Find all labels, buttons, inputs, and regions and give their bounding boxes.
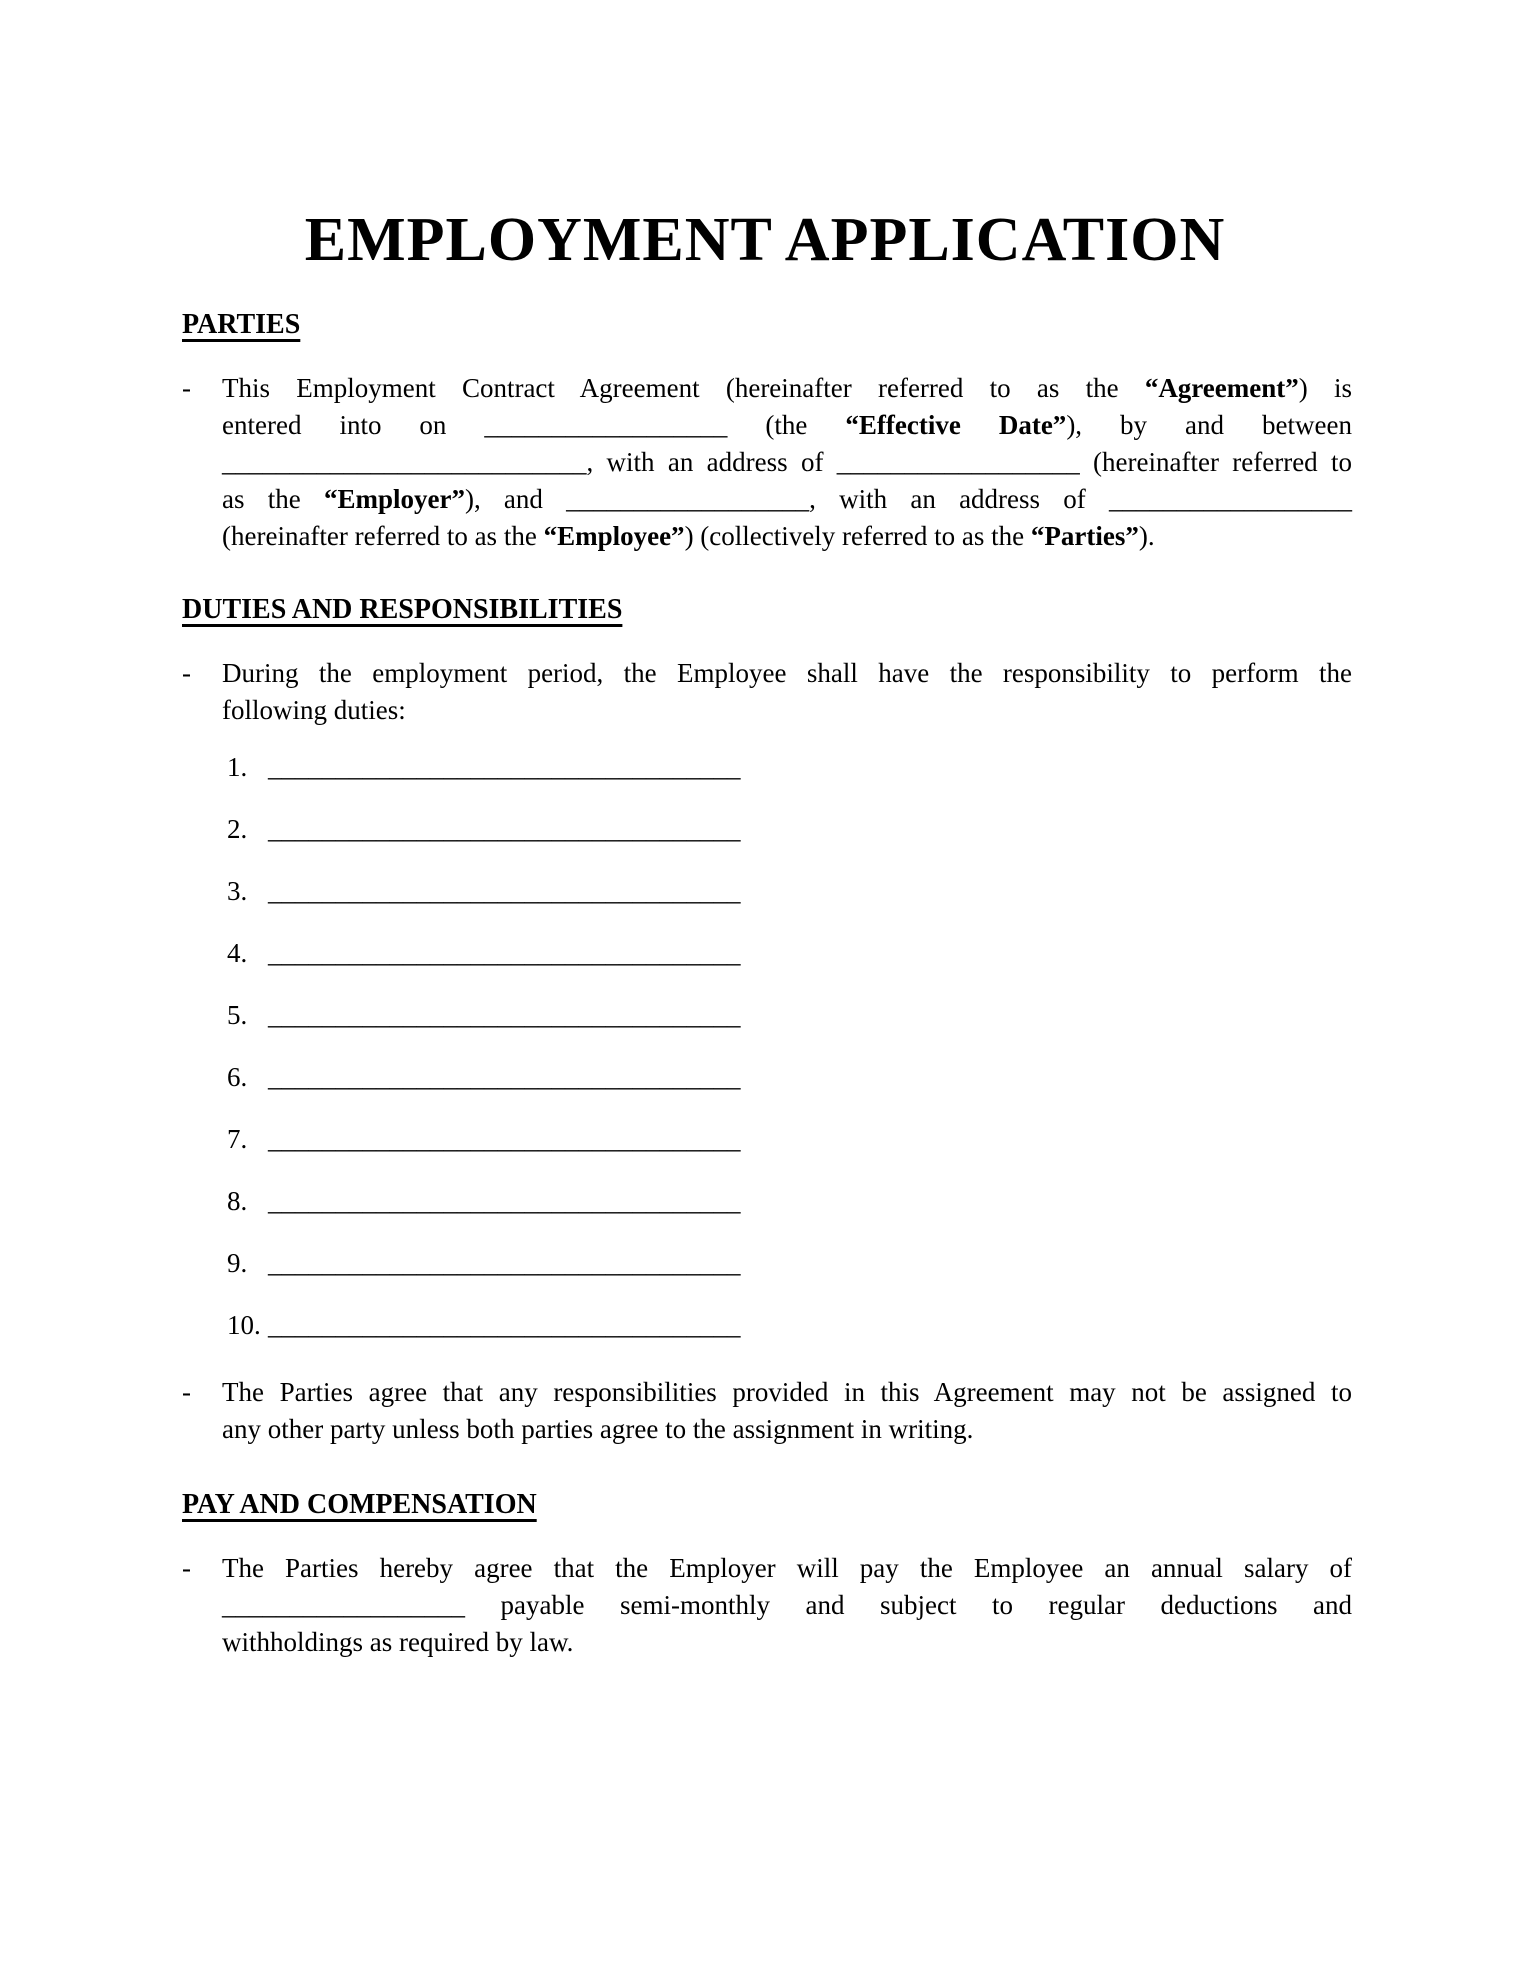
bullet-paragraph bbox=[182, 1374, 1352, 1448]
bullet-paragraph bbox=[182, 370, 1352, 555]
fill-in-blank: ___________________________________ bbox=[268, 1000, 741, 1030]
text-segment: The Parties hereby agree that the Employer will pay the Employee an annual salary of bbox=[222, 1553, 1352, 1583]
paragraph-line bbox=[222, 370, 1352, 407]
paragraph-line bbox=[222, 444, 1352, 481]
text-segment: entered into on __________________ (the bbox=[222, 410, 846, 440]
text-segment: ), by and between bbox=[1066, 410, 1352, 440]
numbered-blank-item bbox=[227, 1059, 1352, 1096]
paragraph-line bbox=[222, 1550, 1352, 1587]
fill-in-blank: ___________________________________ bbox=[268, 814, 741, 844]
text-segment: ), and __________________, with an address of __________________ bbox=[464, 484, 1352, 514]
numbered-blank-item bbox=[227, 749, 1352, 786]
numbered-blank-item bbox=[227, 997, 1352, 1034]
defined-term: “Employee” bbox=[543, 521, 685, 551]
section-heading: DUTIES AND RESPONSIBILITIES bbox=[182, 594, 623, 625]
numbered-blank-item bbox=[227, 935, 1352, 972]
fill-in-blank: ___________________________________ bbox=[268, 1186, 741, 1216]
paragraph-line bbox=[222, 481, 1352, 518]
item-number: 3. bbox=[227, 876, 248, 906]
document-title: EMPLOYMENT APPLICATION bbox=[304, 206, 1226, 274]
text-segment: (hereinafter referred to as the bbox=[222, 521, 544, 551]
paragraph-lines bbox=[222, 1550, 1352, 1661]
bullet-dash: - bbox=[182, 373, 191, 403]
text-segment: ) (collectively referred to as the bbox=[684, 521, 1031, 551]
numbered-blank-item bbox=[227, 1245, 1352, 1282]
section-heading: PAY AND COMPENSATION bbox=[182, 1489, 537, 1520]
item-number: 4. bbox=[227, 938, 248, 968]
document-body bbox=[182, 308, 1352, 1661]
bullet-paragraph bbox=[182, 655, 1352, 729]
numbered-blank-item bbox=[227, 1307, 1352, 1344]
defined-term: “Employer” bbox=[323, 484, 465, 514]
fill-in-blank: ___________________________________ bbox=[268, 1062, 741, 1092]
section-heading: PARTIES bbox=[182, 309, 301, 340]
defined-term: “Effective Date” bbox=[845, 410, 1067, 440]
paragraph-line bbox=[222, 407, 1352, 444]
paragraph-line bbox=[222, 518, 1352, 555]
fill-in-blank: ___________________________________ bbox=[268, 938, 741, 968]
paragraph-line bbox=[222, 1411, 1352, 1448]
text-segment: any other party unless both parties agree to the assignment in writing. bbox=[222, 1414, 974, 1444]
text-segment: withholdings as required by law. bbox=[222, 1627, 574, 1657]
duties-list bbox=[227, 749, 1352, 1344]
bullet-dash: - bbox=[182, 1553, 191, 1583]
numbered-blank-item bbox=[227, 1121, 1352, 1158]
item-number: 2. bbox=[227, 814, 248, 844]
bullet-paragraph bbox=[182, 1550, 1352, 1661]
paragraph-lines bbox=[222, 655, 1352, 729]
item-number: 9. bbox=[227, 1248, 248, 1278]
defined-term: “Parties” bbox=[1030, 521, 1139, 551]
fill-in-blank: ___________________________________ bbox=[268, 752, 741, 782]
numbered-blank-item bbox=[227, 1183, 1352, 1220]
item-number: 7. bbox=[227, 1124, 248, 1154]
text-segment: ___________________________, with an address of __________________ (hereinafter referred to bbox=[222, 447, 1352, 477]
paragraph-line bbox=[222, 692, 1352, 729]
text-segment: The Parties agree that any responsibilities provided in this Agreement may not be assigned to bbox=[222, 1377, 1352, 1407]
text-segment: as the bbox=[222, 484, 324, 514]
paragraph-line bbox=[222, 1624, 1352, 1661]
text-segment: During the employment period, the Employee shall have the responsibility to perform the bbox=[222, 658, 1352, 688]
bullet-dash: - bbox=[182, 1377, 191, 1407]
paragraph-line bbox=[222, 1587, 1352, 1624]
paragraph-line bbox=[222, 1374, 1352, 1411]
numbered-blank-item bbox=[227, 811, 1352, 848]
text-segment: __________________ payable semi-monthly and subject to regular deductions and bbox=[222, 1590, 1352, 1620]
fill-in-blank: ___________________________________ bbox=[268, 876, 741, 906]
fill-in-blank: ___________________________________ bbox=[268, 1248, 741, 1278]
fill-in-blank: ___________________________________ bbox=[268, 1310, 741, 1340]
paragraph-lines bbox=[222, 370, 1352, 555]
fill-in-blank: ___________________________________ bbox=[268, 1124, 741, 1154]
text-segment: following duties: bbox=[222, 695, 406, 725]
item-number: 5. bbox=[227, 1000, 248, 1030]
item-number: 10. bbox=[227, 1310, 261, 1340]
text-segment: ) is bbox=[1298, 373, 1352, 403]
text-segment: This Employment Contract Agreement (hereinafter referred to as the bbox=[222, 373, 1145, 403]
item-number: 6. bbox=[227, 1062, 248, 1092]
defined-term: “Agreement” bbox=[1144, 373, 1299, 403]
paragraph-line bbox=[222, 655, 1352, 692]
numbered-blank-item bbox=[227, 873, 1352, 910]
item-number: 1. bbox=[227, 752, 248, 782]
paragraph-lines bbox=[222, 1374, 1352, 1448]
bullet-dash: - bbox=[182, 658, 191, 688]
item-number: 8. bbox=[227, 1186, 248, 1216]
text-segment: ). bbox=[1138, 521, 1155, 551]
